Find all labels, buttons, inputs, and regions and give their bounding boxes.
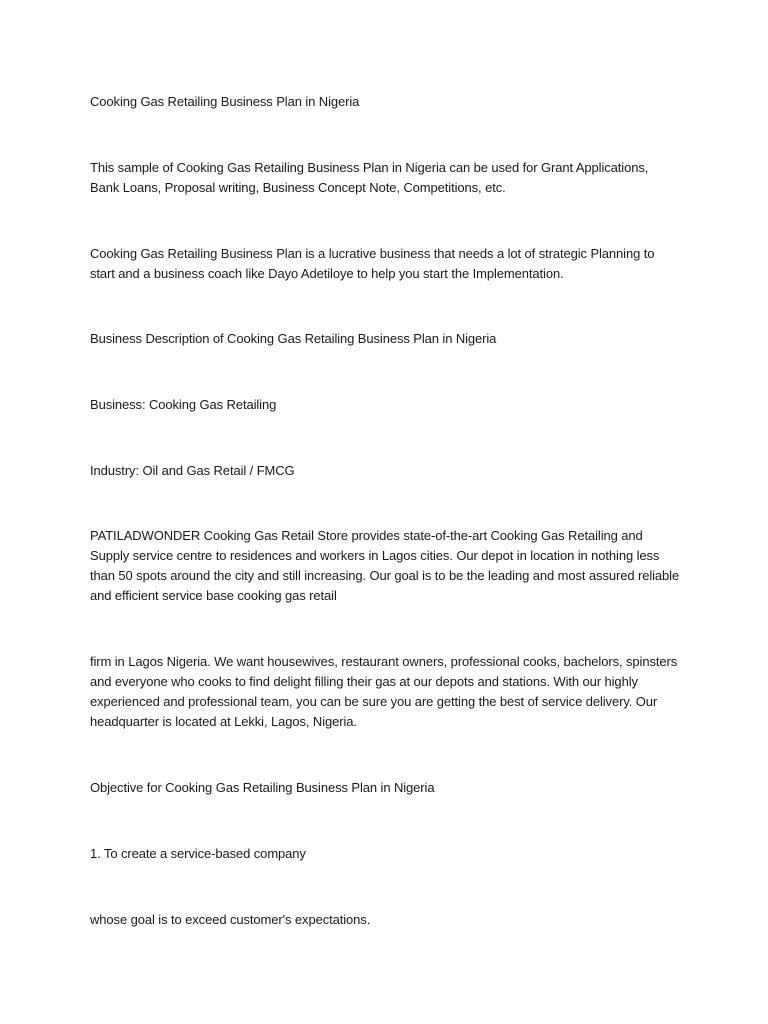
description-heading: Business Description of Cooking Gas Retailing Business Plan in Nigeria: [90, 331, 497, 346]
document-title: Cooking Gas Retailing Business Plan in Nigeria: [90, 94, 360, 109]
objective-heading: Objective for Cooking Gas Retailing Business Plan in Nigeria: [90, 780, 435, 795]
company-paragraph-2: firm in Lagos Nigeria. We want housewives, restaurant owners, professional cooks, bachelors, spinsters and everyone who cooks to find delight filling their gas at our depots and stations. With our highly experienced and professional team, you can be sure you are getting the best of service delivery. Our headquarter is located at Lekki, Lagos, Nigeria.: [90, 654, 678, 729]
business-line: Business: Cooking Gas Retailing: [90, 397, 277, 412]
lead-paragraph: Cooking Gas Retailing Business Plan is a lucrative business that needs a lot of strategic Planning to start and a business coach like Dayo Adetiloye to help you start the Implementation.: [90, 246, 655, 281]
objective-item-1-continued: whose goal is to exceed customer's expectations.: [90, 912, 371, 927]
objective-item-1: 1. To create a service-based company: [90, 846, 306, 861]
company-paragraph-1: PATILADWONDER Cooking Gas Retail Store provides state-of-the-art Cooking Gas Retailing and Supply service centre to residences and workers in Lagos cities. Our depot in location in nothing less than 50 spots around the city and still increasing. Our goal is to be the leading and most assured reliable and efficient service base cooking gas retail: [90, 528, 680, 603]
industry-line: Industry: Oil and Gas Retail / FMCG: [90, 463, 295, 478]
intro-paragraph: This sample of Cooking Gas Retailing Business Plan in Nigeria can be used for Grant Applications, Bank Loans, Proposal writing, Business Concept Note, Competitions, etc.: [90, 160, 649, 195]
